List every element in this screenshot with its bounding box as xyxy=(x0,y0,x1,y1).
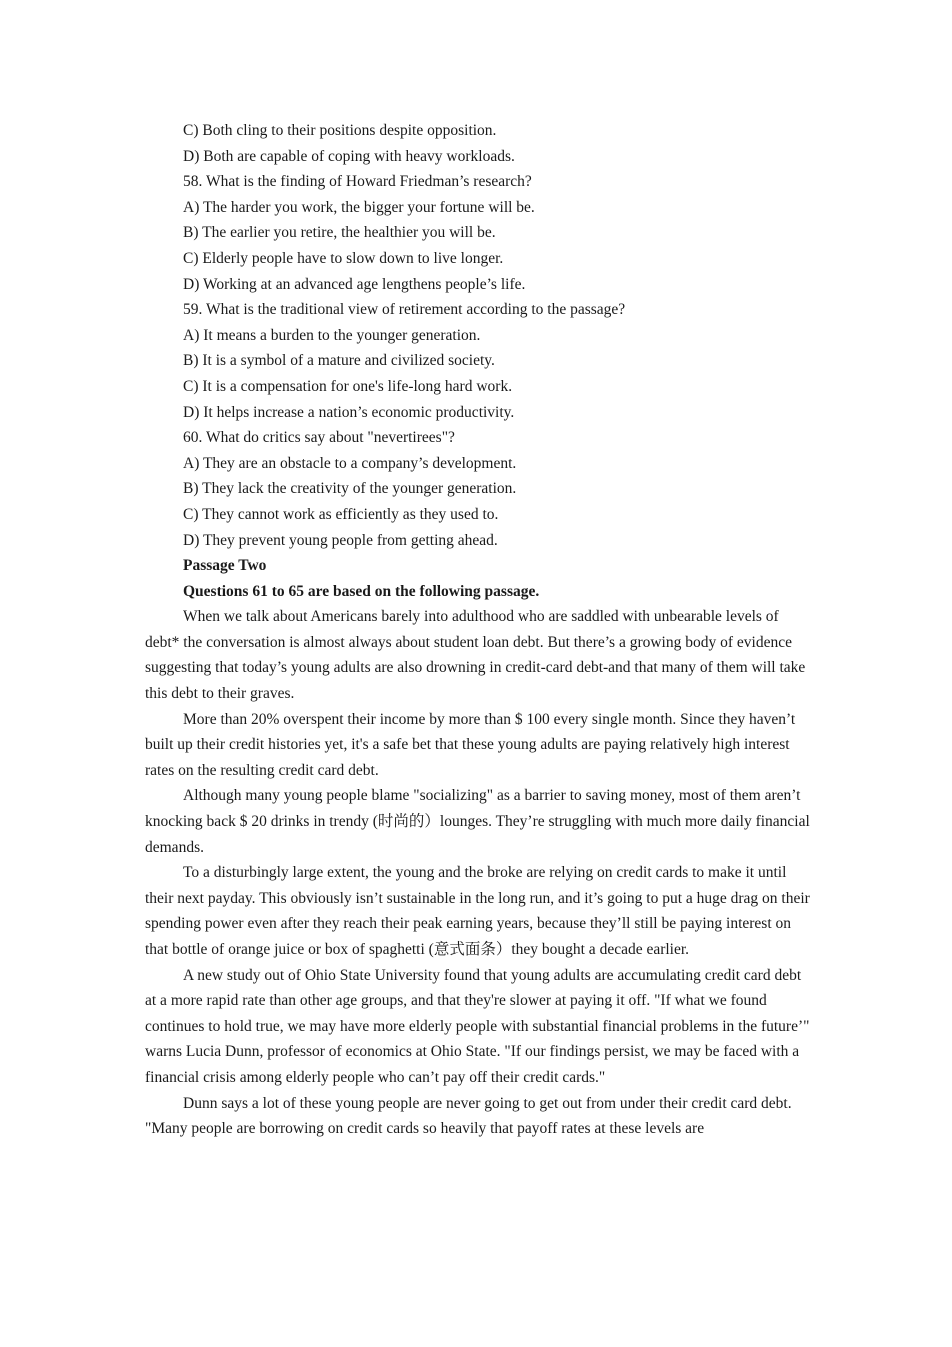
passage-instruction: Questions 61 to 65 are based on the following passage. xyxy=(183,582,540,600)
passage-paragraph: When we talk about Americans barely into adulthood who are saddled with unbearable levels of debt* the conversation is almost always about student loan debt. But there’s a growing body of evidence suggesting that today’s young adults are also drowning in credit-card debt-and that many of them will take this debt to their graves. xyxy=(145,608,806,703)
q57-option-c: C) Both cling to their positions despite opposition. xyxy=(183,122,497,139)
passage-paragraph: A new study out of Ohio State University found that young adults are accumulating credit card debt at a more rapid rate than other age groups, and that they're slower at paying it off. "If what we found continues to hold true, we may have more elderly people with substantial financial problems in the future’" warns Lucia Dunn, professor of economics at Ohio State. "If our findings persist, we may be faced with a financial crisis among elderly people who can’t pay off their credit cards." xyxy=(145,966,810,1086)
q59-option-d: D) It helps increase a nation’s economic productivity. xyxy=(183,403,515,421)
q58-option-a: A) The harder you work, the bigger your fortune will be. xyxy=(183,198,535,216)
passage-paragraph: More than 20% overspent their income by more than $ 100 every single month. Since they haven’t built up their credit histories yet, it's a safe bet that these young adults are paying relatively high interest rates on the resulting credit card debt. xyxy=(145,710,796,779)
q58-question: 58. What is the finding of Howard Friedman’s research? xyxy=(183,173,532,191)
q59-question: 59. What is the traditional view of retirement according to the passage? xyxy=(183,301,626,319)
q60-option-b: B) They lack the creativity of the younger generation. xyxy=(183,480,517,498)
q60-option-a: A) They are an obstacle to a company’s development. xyxy=(183,454,517,472)
passage-heading: Passage Two xyxy=(183,557,267,575)
q59-option-b: B) It is a symbol of a mature and civilized society. xyxy=(183,352,495,370)
q59-option-a: A) It means a burden to the younger generation. xyxy=(183,326,481,344)
passage-paragraph: Dunn says a lot of these young people are never going to get out from under their credit card debt. "Many people are borrowing on credit cards so heavily that payoff rates at these levels are xyxy=(145,1094,792,1138)
q58-option-d: D) Working at an advanced age lengthens people’s life. xyxy=(183,275,526,293)
q60-option-c: C) They cannot work as efficiently as they used to. xyxy=(183,505,499,523)
q58-option-b: B) The earlier you retire, the healthier you will be. xyxy=(183,224,496,242)
passage-paragraph: Although many young people blame "socializing" as a barrier to saving money, most of them aren’t knocking back $ 20 drinks in trendy (时尚的）lounges. They’re struggling with much more daily financial demands. xyxy=(145,787,810,856)
q58-option-c: C) Elderly people have to slow down to live longer. xyxy=(183,249,504,267)
document-page xyxy=(145,118,810,1142)
passage-paragraph: To a disturbingly large extent, the young and the broke are relying on credit cards to make it until their next payday. This obviously isn’t sustainable in the long run, and it’s going to put a huge drag on their spending power even after they reach their peak earning years, because they’ll still be paying interest on that bottle of orange juice or box of spaghetti (意式面条）they bought a decade earlier. xyxy=(145,864,810,958)
q57-option-d: D) Both are capable of coping with heavy workloads. xyxy=(183,147,515,165)
q60-question: 60. What do critics say about "nevertirees"? xyxy=(183,429,455,447)
q60-option-d: D) They prevent young people from getting ahead. xyxy=(183,531,498,549)
q59-option-c: C) It is a compensation for one's life-long hard work. xyxy=(183,377,513,395)
